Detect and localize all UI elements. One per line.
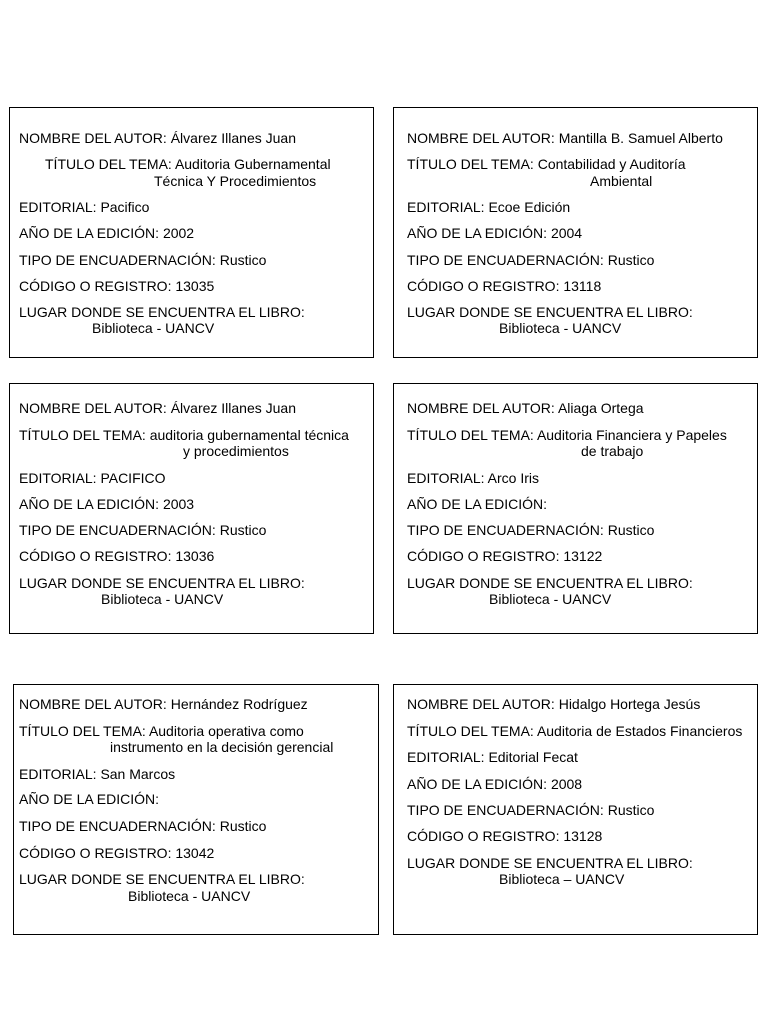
binding-value: Rustico [219,818,267,834]
book-card [9,107,374,358]
title-continuation: y procedimientos [183,443,289,459]
year-line [19,496,194,512]
title-label: TÍTULO DEL TEMA: [407,723,534,739]
year-value: 2002 [162,225,195,241]
location-label: LUGAR DONDE SE ENCUENTRA EL LIBRO: [19,871,305,887]
binding-value: Rustico [607,802,655,818]
editorial-line [407,749,578,765]
year-label: AÑO DE LA EDICIÓN: [19,225,160,241]
title-line [19,427,349,443]
author-label: NOMBRE DEL AUTOR: [407,130,555,146]
location-line [19,871,305,887]
title-value: Auditoria de Estados Financieros [536,723,743,739]
title-continuation: instrumento en la decisión gerencial [110,739,334,755]
editorial-value: Ecoe Edición [488,199,571,215]
code-value: 13128 [563,828,603,844]
author-line [407,130,723,146]
location-label: LUGAR DONDE SE ENCUENTRA EL LIBRO: [19,575,305,591]
code-label: CÓDIGO O REGISTRO: [407,278,560,294]
year-value: 2008 [550,776,583,792]
code-line [407,278,601,294]
code-label: CÓDIGO O REGISTRO: [407,828,560,844]
title-value: auditoria gubernamental técnica [149,427,349,443]
title-line [407,723,742,739]
editorial-value: Pacifico [100,199,150,215]
editorial-value: PACIFICO [100,470,166,486]
code-value: 13035 [175,278,215,294]
binding-value: Rustico [219,522,267,538]
editorial-label: EDITORIAL: [407,470,485,486]
code-value: 13118 [563,278,602,294]
book-card [393,684,758,935]
binding-line [19,818,266,834]
editorial-line [19,199,149,215]
author-value: Aliaga Ortega [557,400,644,416]
location-value: Biblioteca - UANCV [128,888,251,904]
location-value: Biblioteca - UANCV [499,320,622,336]
title-value: Auditoria Gubernamental [174,156,331,172]
year-line [407,225,582,241]
binding-line [407,802,654,818]
author-line [19,696,308,712]
editorial-value: Arco Iris [487,470,540,486]
year-line [19,791,159,807]
year-label: AÑO DE LA EDICIÓN: [407,776,548,792]
author-label: NOMBRE DEL AUTOR: [19,130,167,146]
title-line [19,723,304,739]
code-line [19,845,214,861]
code-line [19,278,214,294]
location-value: Biblioteca - UANCV [101,591,224,607]
editorial-line [407,199,570,215]
editorial-label: EDITORIAL: [19,766,97,782]
editorial-label: EDITORIAL: [19,199,97,215]
author-label: NOMBRE DEL AUTOR: [19,400,167,416]
code-value: 13042 [175,845,215,861]
year-label: AÑO DE LA EDICIÓN: [407,496,548,512]
title-value: Auditoria Financiera y Papeles [536,427,727,443]
book-card [9,383,374,634]
author-label: NOMBRE DEL AUTOR: [19,696,167,712]
code-line [407,548,602,564]
binding-value: Rustico [607,252,655,268]
code-label: CÓDIGO O REGISTRO: [407,548,560,564]
author-line [407,400,644,416]
location-line [19,304,305,320]
author-label: NOMBRE DEL AUTOR: [407,696,555,712]
editorial-label: EDITORIAL: [407,749,485,765]
editorial-value: Editorial Fecat [488,749,578,765]
year-line [407,776,582,792]
year-line [19,225,194,241]
location-line [407,575,693,591]
author-line [407,696,700,712]
title-label: TÍTULO DEL TEMA: [407,156,534,172]
editorial-label: EDITORIAL: [407,199,485,215]
location-value: Biblioteca – UANCV [499,871,625,887]
location-line [19,575,305,591]
binding-line [19,522,266,538]
author-value: Hidalgo Hortega Jesús [558,696,701,712]
location-value: Biblioteca - UANCV [489,591,612,607]
title-label: TÍTULO DEL TEMA: [45,156,172,172]
year-label: AÑO DE LA EDICIÓN: [19,791,160,807]
year-label: AÑO DE LA EDICIÓN: [407,225,548,241]
code-value: 13036 [175,548,215,564]
title-label: TÍTULO DEL TEMA: [19,427,146,443]
book-card [13,684,379,935]
location-label: LUGAR DONDE SE ENCUENTRA EL LIBRO: [407,575,693,591]
year-line [407,496,547,512]
binding-line [19,252,266,268]
year-value: 2004 [550,225,583,241]
binding-line [407,252,654,268]
location-label: LUGAR DONDE SE ENCUENTRA EL LIBRO: [19,304,305,320]
title-value: Contabilidad y Auditoría [537,156,686,172]
title-line [45,156,331,172]
author-value: Álvarez Illanes Juan [170,400,296,416]
binding-line [407,522,654,538]
author-label: NOMBRE DEL AUTOR: [407,400,555,416]
code-label: CÓDIGO O REGISTRO: [19,548,172,564]
author-line [19,130,296,146]
binding-label: TIPO DE ENCUADERNACIÓN: [19,252,216,268]
author-line [19,400,296,416]
book-card [393,107,758,358]
author-value: Álvarez Illanes Juan [170,130,296,146]
editorial-label: EDITORIAL: [19,470,97,486]
editorial-line [19,470,166,486]
code-label: CÓDIGO O REGISTRO: [19,278,172,294]
editorial-line [19,766,175,782]
title-value: Auditoria operativa como [148,723,304,739]
location-line [407,855,693,871]
location-value: Biblioteca - UANCV [92,320,215,336]
binding-label: TIPO DE ENCUADERNACIÓN: [407,252,604,268]
title-label: TÍTULO DEL TEMA: [407,427,534,443]
author-value: Mantilla B. Samuel Alberto [558,130,723,146]
code-line [19,548,214,564]
editorial-line [407,470,539,486]
title-line [407,156,686,172]
location-label: LUGAR DONDE SE ENCUENTRA EL LIBRO: [407,855,693,871]
binding-value: Rustico [607,522,655,538]
binding-label: TIPO DE ENCUADERNACIÓN: [407,802,604,818]
year-value: 2003 [162,496,195,512]
author-value: Hernández Rodríguez [170,696,308,712]
editorial-value: San Marcos [100,766,176,782]
location-line [407,304,693,320]
title-continuation: de trabajo [581,443,644,459]
year-label: AÑO DE LA EDICIÓN: [19,496,160,512]
code-line [407,828,602,844]
title-continuation: Técnica Y Procedimientos [154,173,317,189]
binding-label: TIPO DE ENCUADERNACIÓN: [407,522,604,538]
binding-label: TIPO DE ENCUADERNACIÓN: [19,522,216,538]
binding-value: Rustico [219,252,267,268]
title-continuation: Ambiental [590,173,653,189]
title-line [407,427,727,443]
title-label: TÍTULO DEL TEMA: [19,723,146,739]
code-value: 13122 [563,548,603,564]
code-label: CÓDIGO O REGISTRO: [19,845,172,861]
location-label: LUGAR DONDE SE ENCUENTRA EL LIBRO: [407,304,693,320]
book-card [393,383,758,634]
binding-label: TIPO DE ENCUADERNACIÓN: [19,818,216,834]
